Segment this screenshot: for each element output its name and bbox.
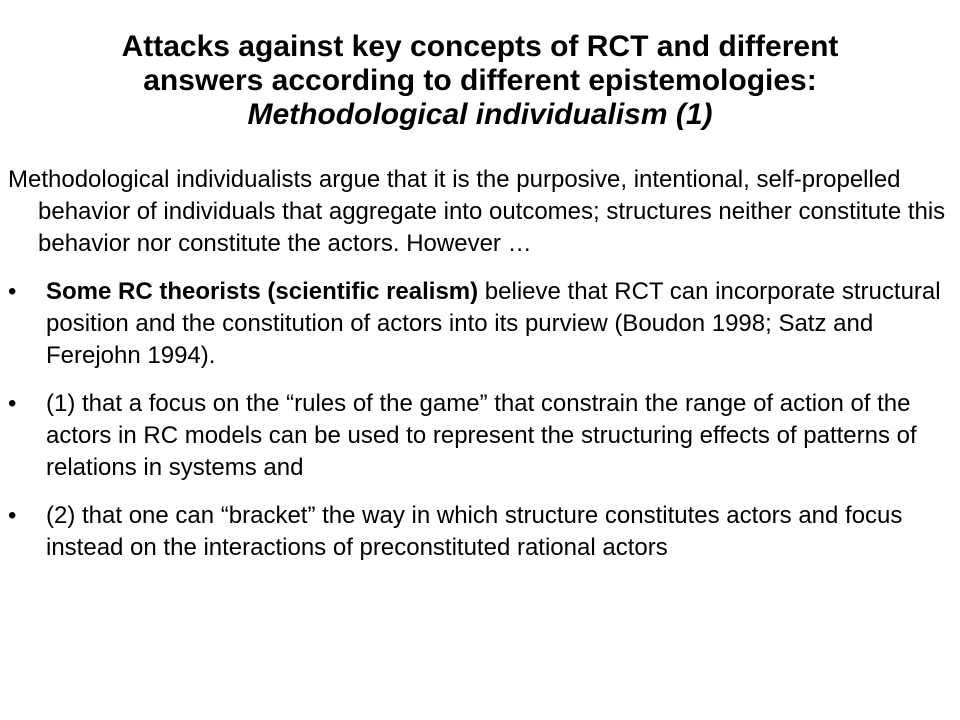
bullet-marker: • xyxy=(8,278,17,305)
bullet-item-2 xyxy=(8,388,948,484)
slide-body xyxy=(8,164,948,564)
slide-title xyxy=(20,30,940,132)
bullet-marker: • xyxy=(8,390,17,417)
bullet-text: believe that RCT can incorporate structural position and the constitution of actors into its purview (Boudon 1998; Satz and Ferejohn 1994). xyxy=(46,278,941,369)
bullet-bold-text: Some RC theorists (scientific realism) xyxy=(46,278,479,305)
title-line-1: Attacks against key concepts of RCT and different xyxy=(121,30,839,63)
bullet-text: (2) that one can “bracket” the way in which structure constitutes actors and focus instead on the interactions of preconstituted rational actors xyxy=(46,502,903,561)
bullet-text: (1) that a focus on the “rules of the game” that constrain the range of action of the actors in RC models can be used to represent the structuring effects of patterns of relations in systems and xyxy=(46,390,917,481)
bullet-marker: • xyxy=(8,502,17,529)
title-subtitle: Methodological individualism (1) xyxy=(247,98,713,131)
bullet-list xyxy=(8,276,948,564)
intro-paragraph: Methodological individualists argue that it is the purposive, intentional, self-propelled behavior of individuals that aggregate into outcomes; structures neither constitute this behavior nor constitute the actors. However … xyxy=(8,166,946,257)
bullet-item-1 xyxy=(8,276,948,372)
bullet-item-3 xyxy=(8,500,948,564)
title-line-2: answers according to different epistemologies: xyxy=(143,64,817,97)
